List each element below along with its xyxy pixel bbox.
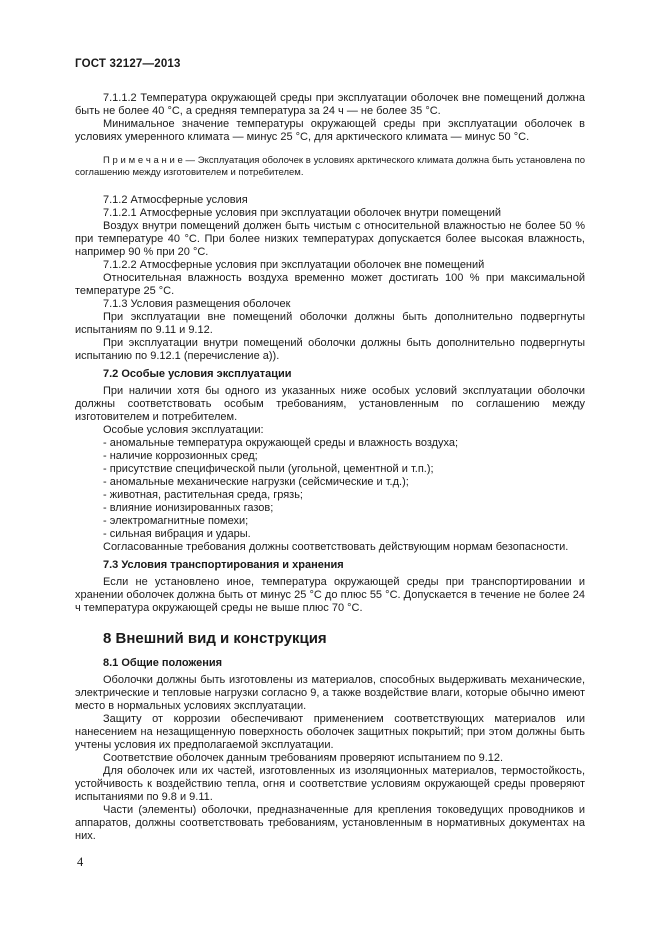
list-item: - сильная вибрация и удары. [103, 528, 251, 540]
clause-heading-7-1-2-2: 7.1.2.2 Атмосферные условия при эксплуатации оболочек вне помещений [103, 259, 485, 271]
section-heading-8-1: 8.1 Общие положения [103, 657, 223, 669]
list-item: - электромагнитные помехи; [103, 515, 249, 527]
paragraph: Согласованные требования должны соответствовать действующим нормам безопасности. [103, 541, 569, 553]
list-item: - присутствие специфической пыли (угольной, цементной и т.п.); [103, 463, 434, 475]
clause-heading-7-1-2: 7.1.2 Атмосферные условия [103, 194, 248, 206]
page-number: 4 [77, 855, 84, 869]
running-header: ГОСТ 32127—2013 [75, 58, 181, 70]
clause-heading-7-1-2-1: 7.1.2.1 Атмосферные условия при эксплуатации оболочек внутри помещений [103, 207, 501, 219]
paragraph: При эксплуатации внутри помещений оболочки должны быть дополнительно подвергнуты испытанию по 9.12.1 (перечисление а)). [75, 337, 585, 362]
list-item: - влияние ионизированных газов; [103, 502, 274, 514]
section-heading-7-2: 7.2 Особые условия эксплуатации [103, 368, 292, 380]
document-body [75, 73, 585, 843]
list-item: - наличие коррозионных сред; [103, 450, 258, 462]
paragraph: Относительная влажность воздуха временно может достигать 100 % при максимальной температуре 25 °С. [75, 272, 585, 297]
paragraph: 7.1.1.2 Температура окружающей среды при эксплуатации оболочек вне помещений должна быть не более 40 °С, а средняя температура за 24 ч — не более 35 °С. [75, 92, 585, 117]
paragraph: Части (элементы) оболочки, предназначенные для крепления токоведущих проводников и аппаратов, должны соответствовать требованиям, установленным в нормативных документах на них. [75, 804, 585, 842]
section-heading-7-3: 7.3 Условия транспортирования и хранения [103, 559, 344, 571]
paragraph: Особые условия эксплуатации: [103, 424, 264, 436]
paragraph: При наличии хотя бы одного из указанных ниже особых условий эксплуатации оболочки должны соответствовать особым требованиям, установленным по соглашению между изготовителем и потребителем. [75, 385, 585, 423]
list-item: - аномальные температура окружающей среды и влажность воздуха; [103, 437, 459, 449]
paragraph: При эксплуатации вне помещений оболочки должны быть дополнительно подвергнуты испытаниям по 9.11 и 9.12. [75, 311, 585, 336]
paragraph: Защиту от коррозии обеспечивают применением соответствующих материалов или нанесением на незащищенную поверхность оболочек защитных покрытий; при этом должны быть учтены условия их предполагаемой эксплуатации. [75, 713, 585, 751]
paragraph: Воздух внутри помещений должен быть чистым с относительной влажностью не более 50 % при температуре 40 °С. При более низких температурах допускается более высокая влажность, например 90 % при 20 °С. [75, 220, 585, 258]
list-item: - животная, растительная среда, грязь; [103, 489, 303, 501]
list-item: - аномальные механические нагрузки (сейсмические и т.д.); [103, 476, 409, 488]
paragraph: Для оболочек или их частей, изготовленных из изоляционных материалов, термостойкость, устойчивость к воздействию тепла, огня и соответствие условиям окружающей среды проверяют испытаниями по 9.8 и 9.11. [75, 765, 585, 803]
note-paragraph: П р и м е ч а н и е — Эксплуатация оболочек в условиях арктического климата должна быть установлена по соглашению между изготовителем и потребителем. [75, 155, 585, 178]
paragraph: Если не установлено иное, температура окружающей среды при транспортировании и хранении оболочек должна быть от минус 25 °С до плюс 55 °С. Допускается в течение не более 24 ч температура окружающей среды не выше плюс 70 °С. [75, 576, 585, 614]
chapter-heading-8: 8 Внешний вид и конструкция [103, 630, 327, 647]
paragraph: Минимальное значение температуры окружающей среды при эксплуатации оболочек в условиях умеренного климата — минус 25 °С, для арктического климата — минус 50 °С. [75, 118, 585, 143]
paragraph: Оболочки должны быть изготовлены из материалов, способных выдерживать механические, электрические и тепловые нагрузки согласно 9, а также воздействие влаги, которые обычно имеют место в нормальных условиях эксплуатации. [75, 674, 585, 712]
clause-heading-7-1-3: 7.1.3 Условия размещения оболочек [103, 298, 291, 310]
paragraph: Соответствие оболочек данным требованиям проверяют испытанием по 9.12. [103, 752, 504, 764]
